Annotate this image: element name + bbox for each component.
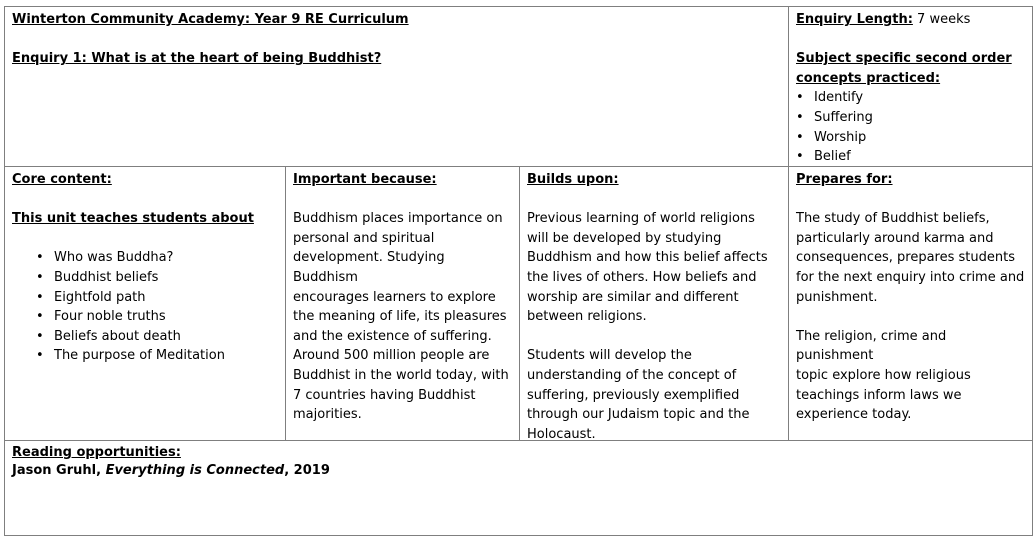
bullet-icon: •: [36, 328, 44, 344]
bullet-icon: •: [796, 109, 804, 125]
bullet-icon: •: [36, 289, 44, 305]
concepts-list: [796, 88, 1025, 166]
list-item: • Beliefs about death: [36, 327, 278, 347]
enquiry-length-label: Enquiry Length:: [796, 12, 913, 27]
important-because-heading: Important because:: [293, 172, 437, 187]
reading-author: Jason Gruhl,: [12, 463, 106, 478]
concepts-label-2: concepts practiced:: [796, 70, 941, 86]
reading-cell: [4, 440, 1033, 536]
builds-upon-heading: Builds upon:: [527, 172, 619, 187]
title-cell: [4, 6, 789, 167]
prepares-for-paragraph-2: The religion, crime and punishment topic explore how religious teachings inform laws we experience today.: [796, 328, 971, 423]
meta-cell: [788, 6, 1033, 167]
list-item: • Suffering: [796, 108, 1025, 128]
list-item: • Belief: [796, 147, 1025, 167]
reading-reference: [12, 462, 1025, 480]
enquiry-length-value: 7 weeks: [917, 12, 971, 27]
concepts-label: Subject specific second order: [796, 51, 1012, 67]
bullet-icon: •: [796, 90, 804, 106]
enquiry-length: [796, 10, 1025, 30]
prepares-for-paragraph-1: The study of Buddhist beliefs, particularly around karma and consequences, prepares students for the next enquiry into crime and punishment.: [796, 211, 1025, 305]
school-title: Winterton Community Academy: Year 9 RE Curriculum: [12, 12, 409, 27]
bullet-icon: •: [36, 348, 44, 364]
builds-upon-cell: [519, 166, 789, 441]
list-item: • Buddhist beliefs: [36, 268, 278, 288]
builds-upon-paragraph-1: Previous learning of world religions will be developed by studying Buddhism and how this belief affects the lives of others. How beliefs and worship are similar and different between religions.: [527, 211, 768, 325]
reading-book-title: Everything is Connected: [105, 463, 285, 478]
bullet-icon: •: [36, 269, 44, 285]
core-content-list: [36, 248, 278, 366]
prepares-for-heading: Prepares for:: [796, 172, 893, 187]
bullet-icon: •: [796, 129, 804, 145]
list-item: • Identify: [796, 88, 1025, 108]
bullet-icon: •: [36, 250, 44, 266]
list-item: • Eightfold path: [36, 288, 278, 308]
prepares-for-cell: [788, 166, 1033, 441]
list-item: • Worship: [796, 128, 1025, 148]
important-because-text: Buddhism places importance on personal and spiritual development. Studying Buddhism encourages learners to explore the meaning of life, its pleasures and the existence of suffering. Around 500 million people are Buddhist in the world today, with 7 countries having Buddhist majorities.: [293, 211, 509, 423]
core-content-subheading: This unit teaches students about: [12, 211, 254, 227]
important-because-cell: [285, 166, 520, 441]
list-item: • Four noble truths: [36, 307, 278, 327]
core-content-heading: Core content:: [12, 172, 112, 187]
builds-upon-paragraph-2: Students will develop the understanding of the concept of suffering, previously exemplified through our Judaism topic and the Holocaust.: [527, 348, 750, 442]
bullet-icon: •: [796, 149, 804, 165]
reading-heading: Reading opportunities:: [12, 445, 181, 460]
bullet-icon: •: [36, 309, 44, 325]
enquiry-title: Enquiry 1: What is at the heart of being Buddhist?: [12, 51, 382, 67]
list-item: • Who was Buddha?: [36, 248, 278, 268]
reading-year: , 2019: [284, 463, 330, 478]
core-content-cell: [4, 166, 286, 441]
list-item: • The purpose of Meditation: [36, 346, 278, 366]
